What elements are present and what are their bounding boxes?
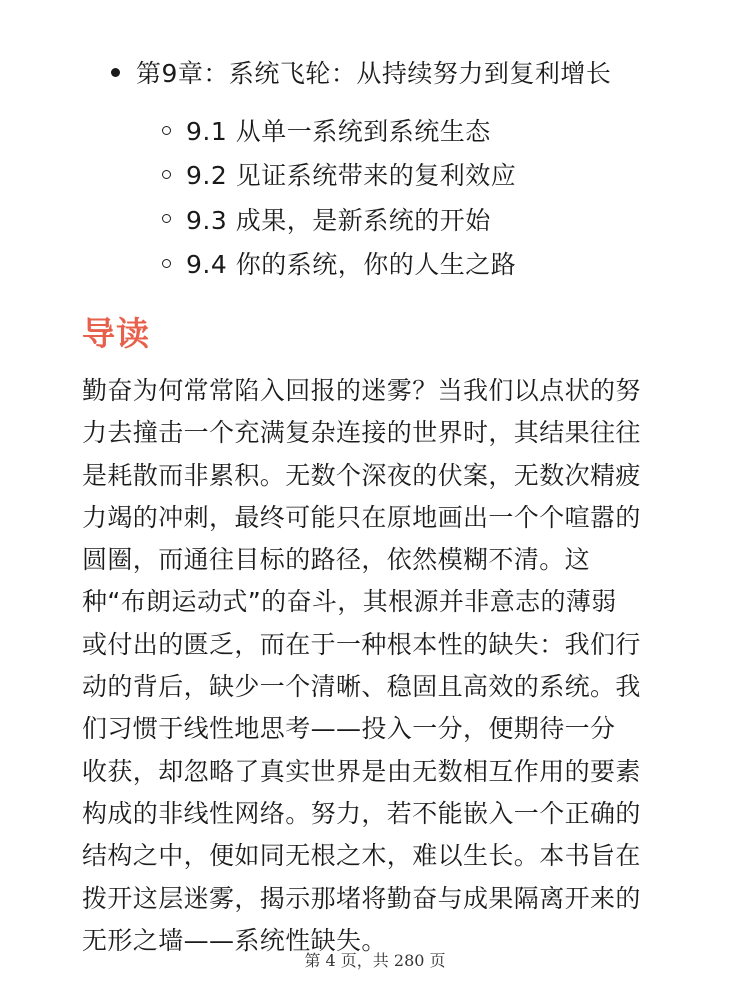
paragraph-line: 拨开这层迷雾，揭示那堵将勤奋与成果隔离开来的: [82, 883, 641, 913]
section-title: 9.3 成果，是新系统的开始: [186, 205, 491, 235]
paragraph-line: 圆圈，而通往目标的路径，依然模糊不清。这: [82, 545, 591, 575]
section-list: [162, 108, 722, 285]
paragraph-line: 种“布朗运动式”的奋斗，其根源并非意志的薄弱: [82, 587, 617, 617]
chapter-list-item: [111, 52, 611, 92]
paragraph-line: 结构之中，便如同无根之木，难以生长。本书旨在: [82, 841, 641, 871]
paragraph-line: 或付出的匮乏，而在于一种根本性的缺失：我们行: [82, 629, 641, 659]
paragraph-line: 无形之墙——系统性缺失。: [82, 925, 387, 955]
bullet-icon: [111, 68, 120, 77]
circle-bullet-icon: [162, 126, 171, 135]
page-number-footer: 第 4 页，共 280 页: [304, 951, 446, 970]
intro-paragraph: [82, 370, 682, 962]
paragraph-line: 们习惯于线性地思考——投入一分，便期待一分: [82, 714, 616, 744]
paragraph-line: 力去撞击一个充满复杂连接的世界时，其结果往往: [82, 418, 641, 448]
paragraph-line: 力竭的冲刺，最终可能只在原地画出一个个喧嚣的: [82, 502, 641, 532]
circle-bullet-icon: [162, 170, 171, 179]
section-list-item: [162, 152, 722, 196]
section-list-item: [162, 241, 722, 285]
section-title: 9.2 见证系统带来的复利效应: [186, 161, 517, 191]
section-list-item: [162, 108, 722, 152]
intro-heading: 导读: [82, 314, 150, 353]
paragraph-line: 收获，却忽略了真实世界是由无数相互作用的要素: [82, 756, 641, 786]
section-list-item: [162, 197, 722, 241]
chapter-title: 第9章：系统飞轮：从持续努力到复利增长: [136, 59, 612, 88]
paragraph-line: 构成的非线性网络。努力，若不能嵌入一个正确的: [82, 798, 641, 828]
paragraph-line: 勤奋为何常常陷入回报的迷雾？当我们以点状的努: [82, 376, 641, 405]
section-title: 9.4 你的系统，你的人生之路: [186, 250, 517, 280]
section-title: 9.1 从单一系统到系统生态: [186, 117, 491, 147]
circle-bullet-icon: [162, 214, 171, 223]
circle-bullet-icon: [162, 259, 171, 268]
paragraph-line: 动的背后，缺少一个清晰、稳固且高效的系统。我: [82, 672, 641, 702]
paragraph-line: 是耗散而非累积。无数个深夜的伏案，无数次精疲: [82, 460, 641, 490]
